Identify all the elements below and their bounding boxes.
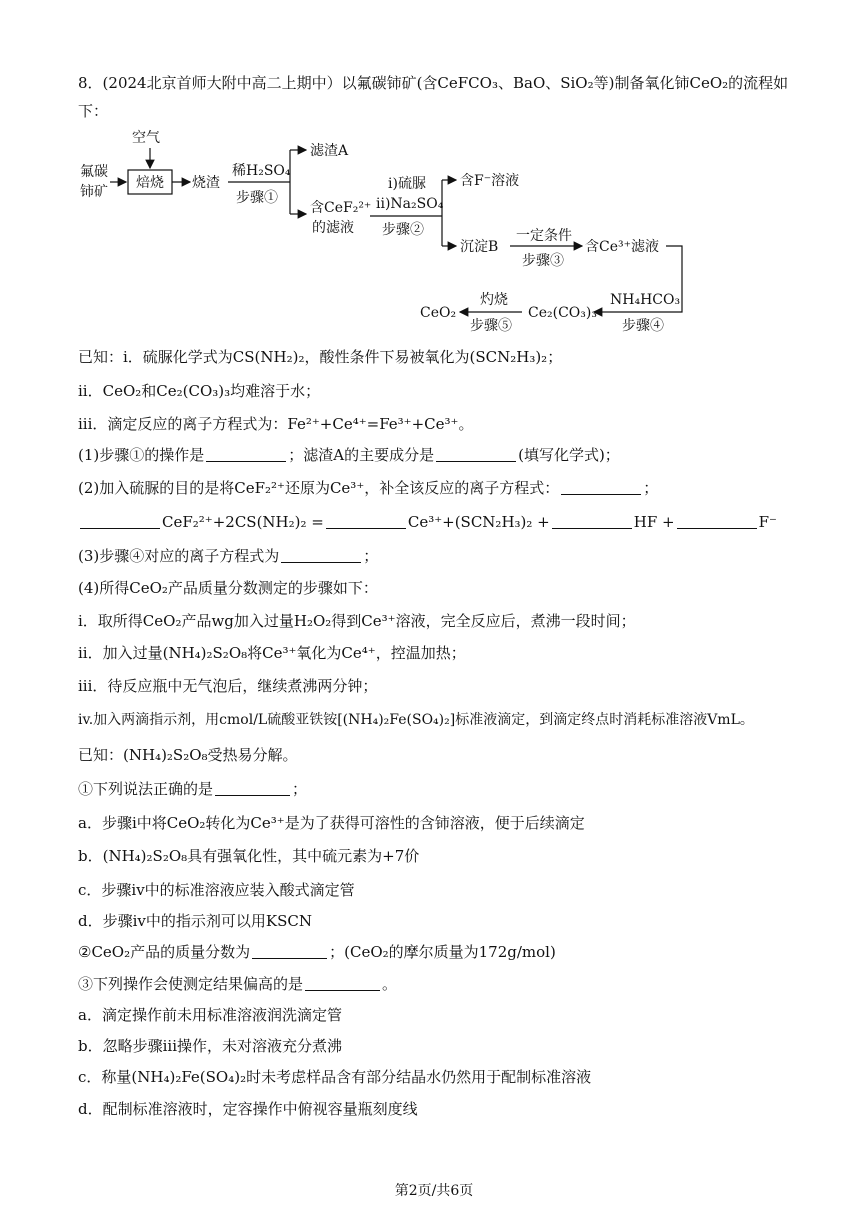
q4-option-1c: c．步骤iv中的标准溶液应装入酸式滴定管 — [78, 881, 355, 899]
known-i: 已知：i．硫脲化学式为CS(NH₂)₂，酸性条件下易被氧化为(SCN₂H₃)₂； — [78, 348, 563, 366]
flow-filtrate1-line1: 含CeF₂²⁺ — [310, 200, 372, 216]
flow-filtrate1-line2: 的滤液 — [312, 220, 354, 236]
q4-sub2-text: ②CeO₂产品的质量分数为 — [78, 943, 251, 961]
question-header-cont: 下： — [78, 102, 109, 120]
q4-option-1b: b．(NH₄)₂S₂O₈具有强氧化性，其中硫元素为+7价 — [78, 847, 420, 865]
flow-step5: 步骤⑤ — [470, 318, 512, 334]
flow-ore-line2: 铈矿 — [80, 184, 108, 200]
flow-residueA: 滤渣A — [310, 143, 349, 159]
question-header: 8．(2024北京首师大附中高二上期中）以氟碳铈矿(含CeFCO₃、BaO、SiO₂等)制备氧化铈CeO₂的流程如 — [78, 74, 789, 92]
q4-step-iv: iv.加入两滴指示剂，用cmol/L硫酸亚铁铵[(NH₄)₂Fe(SO₄)₂]标准液滴定，到滴定终点时消耗标准溶液VmL。 — [78, 712, 754, 728]
known-iii: iii．滴定反应的离子方程式为：Fe²⁺+Ce⁴⁺=Fe³⁺+Ce³⁺。 — [78, 415, 474, 433]
q4-option-1a: a．步骤i中将CeO₂转化为Ce³⁺是为了获得可溶性的含铈溶液，便于后续滴定 — [78, 814, 585, 832]
q3-blank[interactable] — [281, 547, 361, 563]
flow-step3: 步骤③ — [522, 253, 564, 269]
q4-step-ii: ii．加入过量(NH₄)₂S₂O₈将Ce³⁺氧化为Ce⁴⁺，控温加热； — [78, 644, 466, 662]
q2-eq-1: CeF₂²⁺+2CS(NH₂)₂ = — [162, 513, 324, 531]
q4-step-i: i．取所得CeO₂产品wg加入过量H₂O₂得到Ce³⁺溶液，完全反应后，煮沸一段时间； — [78, 612, 636, 630]
flow-ce3filtrate: 含Ce³⁺滤液 — [585, 239, 659, 255]
q2-text-b: ； — [643, 479, 659, 497]
q4-sub2-end: ；(CeO₂的摩尔质量为172g/mol) — [329, 943, 556, 961]
q2-blank-1[interactable] — [80, 513, 160, 529]
flow-reagent1: 稀H₂SO₄ — [232, 163, 291, 179]
q4-option-3a: a．滴定操作前未用标准溶液润洗滴定管 — [78, 1006, 342, 1024]
q4-sub2-blank[interactable] — [252, 943, 327, 959]
flow-reagent2a: i)硫脲 — [388, 176, 426, 192]
q2-blank-2[interactable] — [326, 513, 406, 529]
flow-ceo2: CeO₂ — [420, 305, 457, 321]
flow-ce2co3: Ce₂(CO₃)₃ — [528, 305, 597, 321]
q4-option-3d: d．配制标准溶液时，定容操作中俯视容量瓶刻度线 — [78, 1100, 418, 1118]
q2-blank-0[interactable] — [561, 479, 641, 495]
q3-text-a: (3)步骤④对应的离子方程式为 — [78, 547, 280, 565]
q4-title: (4)所得CeO₂产品质量分数测定的步骤如下： — [78, 579, 378, 597]
flow-roast: 焙烧 — [136, 175, 164, 191]
q3-text-b: ； — [363, 547, 379, 565]
q1 — [78, 444, 620, 466]
q4-sub2 — [78, 941, 556, 963]
q2-blank-4[interactable] — [677, 513, 757, 529]
process-flowchart — [70, 120, 710, 340]
q1-text-b: ；滤渣A的主要成分是 — [288, 446, 435, 464]
flow-step2: 步骤② — [382, 222, 424, 238]
q3 — [78, 545, 378, 567]
q4-sub1-text: ①下列说法正确的是 — [78, 780, 214, 798]
q2-eq-2: Ce³⁺+(SCN₂H₃)₂ + — [407, 513, 550, 531]
known-ii: ii．CeO₂和Ce₂(CO₃)₃均难溶于水； — [78, 382, 321, 400]
q4-sub3-text: ③下列操作会使测定结果偏高的是 — [78, 975, 304, 993]
q2-text-a: (2)加入硫脲的目的是将CeF₂²⁺还原为Ce³⁺，补全该反应的离子方程式： — [78, 479, 560, 497]
q4-sub1-end: ； — [292, 780, 308, 798]
q4-option-1d: d．步骤iv中的指示剂可以用KSCN — [78, 912, 312, 930]
q4-sub3 — [78, 973, 397, 995]
q2-eq-4: F⁻ — [758, 513, 777, 531]
flow-ore-line1: 氟碳 — [80, 164, 108, 180]
q4-step-iii: iii．待反应瓶中无气泡后，继续煮沸两分钟； — [78, 677, 378, 695]
flow-air: 空气 — [132, 130, 160, 146]
q4-sub3-end: 。 — [382, 975, 398, 993]
q1-blank-2[interactable] — [436, 446, 516, 462]
q4-known: 已知：(NH₄)₂S₂O₈受热易分解。 — [78, 746, 298, 764]
flow-nh4hco3: NH₄HCO₃ — [610, 292, 681, 308]
flow-slag: 烧渣 — [192, 175, 220, 191]
flow-calcine: 灼烧 — [480, 292, 508, 308]
q4-sub1 — [78, 778, 307, 800]
page-footer: 第2页/共6页 — [394, 1183, 474, 1199]
q4-sub1-blank[interactable] — [215, 780, 290, 796]
q1-text-c: (填写化学式)； — [518, 446, 620, 464]
q1-blank-1[interactable] — [206, 446, 286, 462]
q2-equation — [78, 511, 777, 533]
flow-fsol: 含F⁻溶液 — [460, 173, 520, 189]
flow-step4: 步骤④ — [622, 318, 664, 334]
q4-option-3c: c．称量(NH₄)₂Fe(SO₄)₂时未考虑样品含有部分结晶水仍然用于配制标准溶液 — [78, 1068, 592, 1086]
flow-cond: 一定条件 — [516, 228, 572, 244]
q2-eq-3: HF + — [633, 513, 675, 531]
flow-precipB: 沉淀B — [460, 239, 499, 255]
q1-text-a: (1)步骤①的操作是 — [78, 446, 205, 464]
q2 — [78, 477, 658, 499]
flow-reagent2b: ii)Na₂SO₄ — [376, 196, 444, 212]
q2-blank-3[interactable] — [552, 513, 632, 529]
flow-step1: 步骤① — [236, 190, 278, 206]
q4-sub3-blank[interactable] — [305, 975, 380, 991]
q4-option-3b: b．忽略步骤iii操作，未对溶液充分煮沸 — [78, 1037, 342, 1055]
